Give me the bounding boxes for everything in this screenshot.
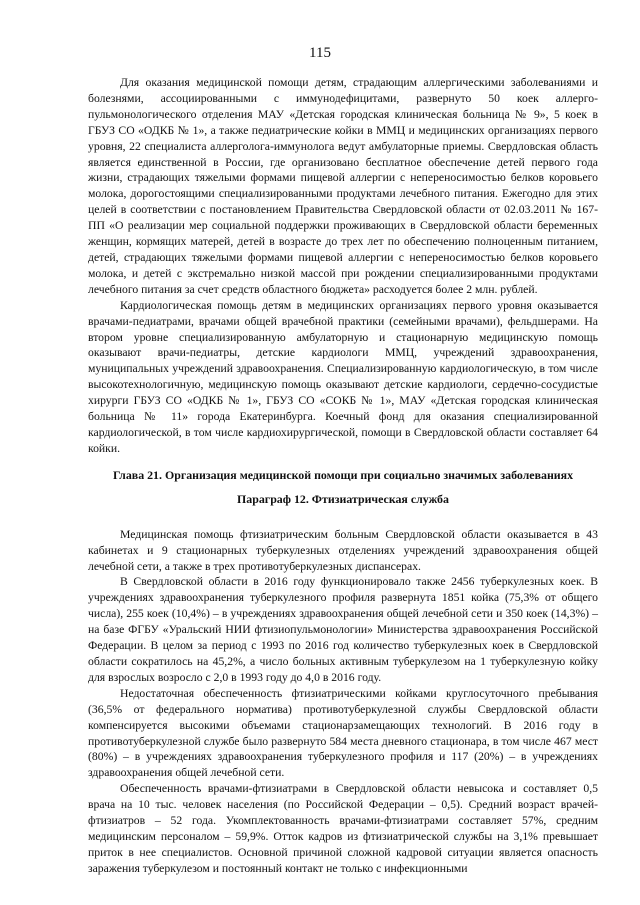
page-content xyxy=(88,75,598,877)
paragraph-allergy: Для оказания медицинской помощи детям, страдающим аллергическими заболеваниями и болезнями, ассоциированными с иммунодефицитами, развернуто 50 коек аллерго-пульмонологического отделения МАУ «Детская городская клиническая больница № 9», 5 коек в ГБУЗ СО «ОДКБ № 1», а также педиатрические койки в ММЦ и медицинских организациях первого уровня, 22 специалиста аллерголога-иммунолога ведут амбулаторные приемы. Свердловская область является единственной в России, где организовано бесплатное обеспечение детей первого года жизни, страдающих тяжелыми формами пищевой аллергии с непереносимостью белков коровьего молока, дорогостоящими специализированными продуктами лечебного питания. Ежегодно для этих целей в соответствии с постановлением Правительства Свердловской области от 02.03.2011 № 167-ПП «О реализации мер социальной поддержки проживающих в Свердловской области беременных женщин, кормящих матерей, детей в возрасте до трех лет по обеспечению полноценным питанием, детей, страдающих тяжелыми формами пищевой аллергии с непереносимостью белков коровьего молока, и детей с экстремально низкой массой при рождении специализированными продуктами лечебного питания за счет средств областного бюджета» расходуется более 2 млн. рублей. xyxy=(88,76,598,296)
paragraph-tb-beds: В Свердловской области в 2016 году функционировало также 2456 туберкулезных коек. В учреждениях здравоохранения туберкулезного профиля развернута 1851 койка (75,3% от общего числа), 255 коек (10,4%) – в учреждениях здравоохранения общей лечебной сети и 350 коек (14,3%) – на базе ФГБУ «Уральский НИИ фтизиопульмонологии» Министерства здравоохранения Российской Федерации. В целом за период с 1993 по 2016 год количество туберкулезных коек в Свердловской области сократилось на 45,2%, а число больных активным туберкулезом на 1 туберкулезную койку для взрослых возросло с 2,0 в 1993 году до 4,0 в 2016 году. xyxy=(88,575,598,684)
page-number: 115 xyxy=(309,45,331,61)
paragraph-cardiology: Кардиологическая помощь детям в медицинских организациях первого уровня оказывается врачами-педиатрами, врачами общей врачебной практики (семейными врачами), фельдшерами. На втором уровне специализированную амбулаторную и стационарную медицинскую помощь оказывают врачи-педиатры, детские кардиологи ММЦ, учреждений здравоохранения, муниципальных учреждений здравоохранения. Специализированную кардиологическую, в том числе высокотехнологичную, медицинскую помощь оказывают детские кардиологи, сердечно-сосудистые хирурги ГБУЗ СО «ОДКБ № 1», ГБУЗ СО «СОКБ № 1», МАУ «Детская городская клиническая больница № 11» города Екатеринбурга. Коечный фонд для оказания специализированной кардиологической, в том числе кардиохирургической, помощи в Свердловской области составляет 64 койки. xyxy=(88,298,598,455)
chapter-heading: Глава 21. Организация медицинской помощи при социально значимых заболеваниях xyxy=(112,467,574,482)
paragraph-tb-day-hospital: Недостаточная обеспеченность фтизиатрическими койками круглосуточного пребывания (36,5% от федерального норматива) противотуберкулезной службы Свердловской области компенсируется высокими объемами стационарзамещающих технологий. В 2016 году в противотуберкулезной службе было развернуто 584 места дневного стационара, в том числе 467 мест (80%) – в учреждениях здравоохранения туберкулезного профиля и 117 (20%) – в учреждениях здравоохранения общей лечебной сети. xyxy=(88,686,598,780)
paragraph-tb-care: Медицинская помощь фтизиатрическим больным Свердловской области оказывается в 43 кабинетах и 9 стационарных туберкулезных отделениях учреждений здравоохранения общей лечебной сети, а также в трех противотуберкулезных диспансерах. xyxy=(88,527,598,573)
paragraph-tb-staffing: Обеспеченность врачами-фтизиатрами в Свердловской области невысока и составляет 0,5 врача на 10 тыс. человек населения (по Российской Федерации – 0,5). Средний возраст врачей-фтизиатров – 52 года. Укомплектованность врачами-фтизиатрами составляет 57%, средним медицинским персоналом – 59,9%. Отток кадров из фтизиатрической службы на 3,1% превышает приток в нее специалистов. Основной причиной сложной кадровой ситуации является опасность заражения туберкулезом и постоянный контакт не только с инфекционными xyxy=(88,782,598,875)
paragraph-heading: Параграф 12. Фтизиатрическая служба xyxy=(237,491,449,506)
